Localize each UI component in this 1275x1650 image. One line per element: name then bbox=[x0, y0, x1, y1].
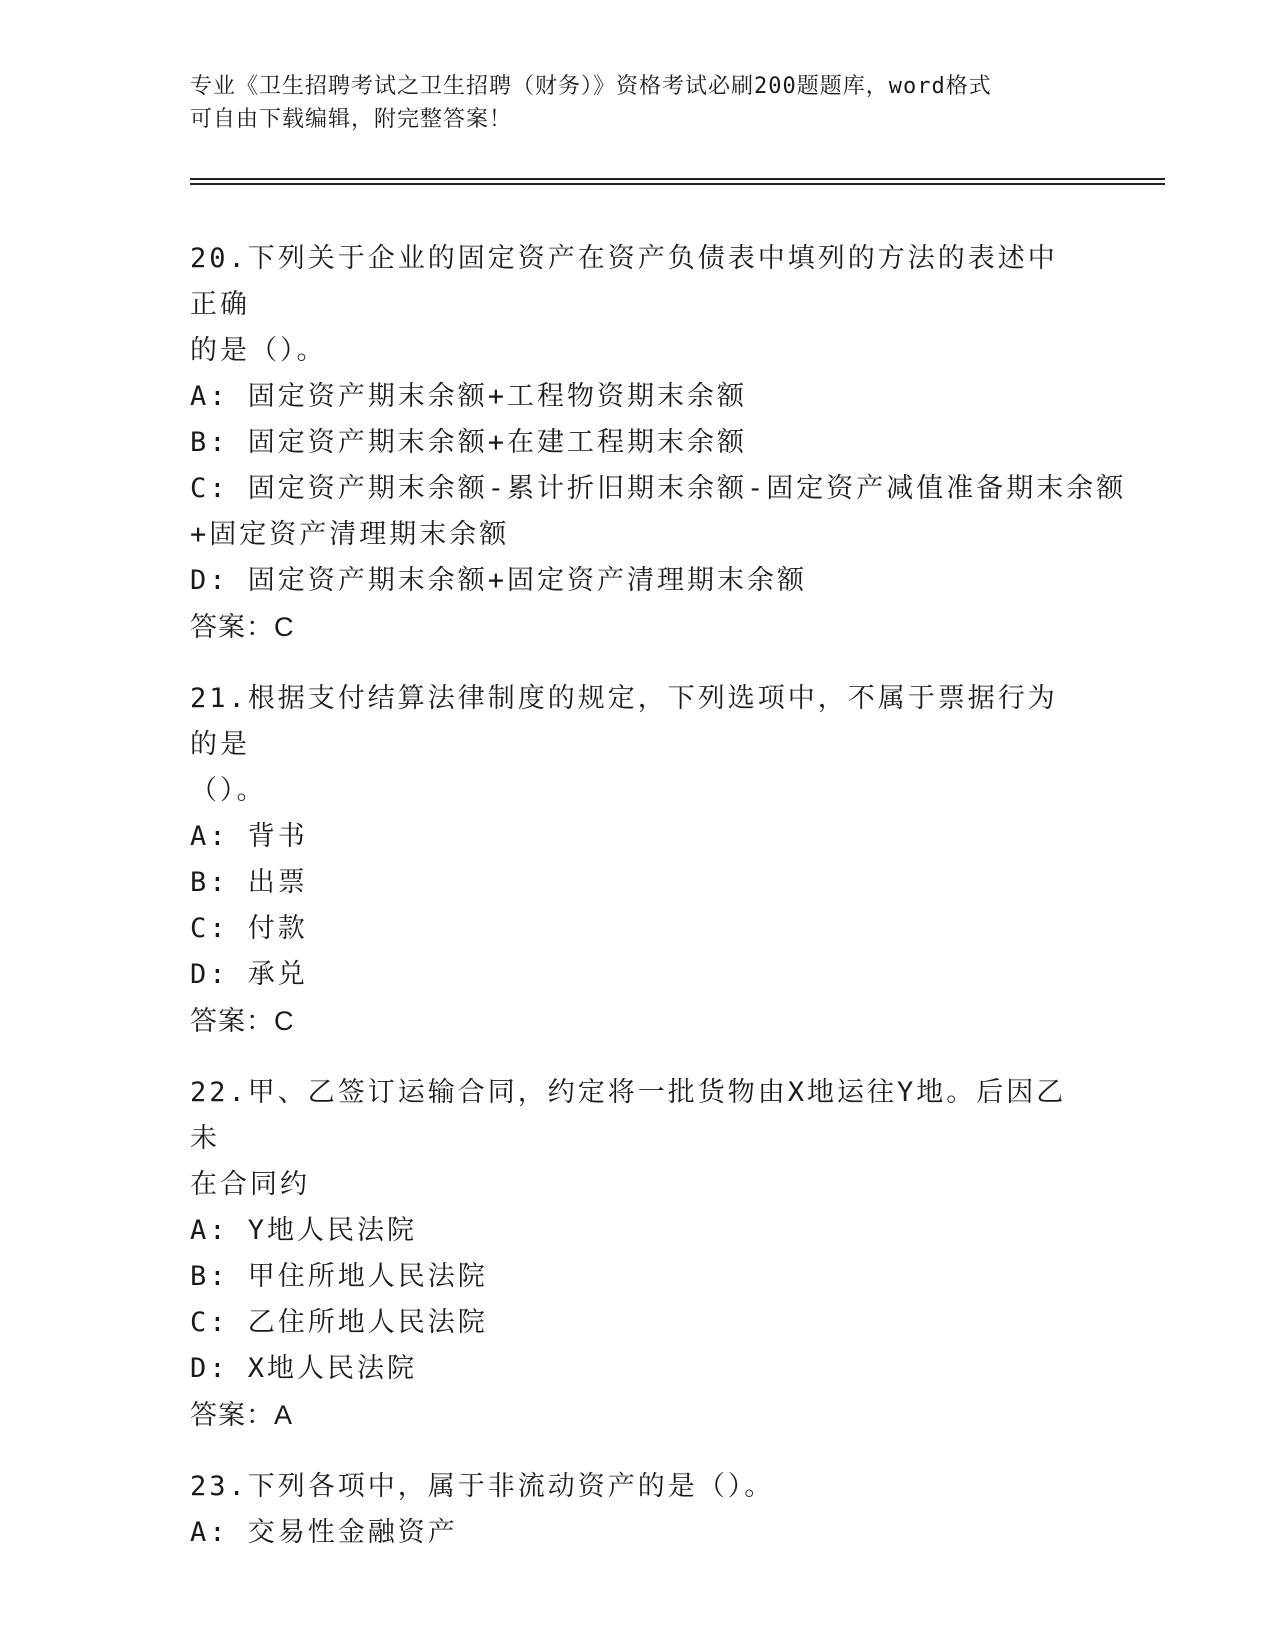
option-a: A: 交易性金融资产 bbox=[190, 1517, 458, 1548]
question-stem-line: （）。 bbox=[190, 775, 267, 806]
option-a: A: 背书 bbox=[190, 821, 308, 852]
question-21 bbox=[190, 676, 1090, 1044]
option-c: C: 乙住所地人民法院 bbox=[190, 1307, 488, 1338]
option-b: B: 出票 bbox=[190, 867, 308, 898]
answer-label: 答案：A bbox=[190, 1400, 294, 1430]
question-23 bbox=[190, 1464, 1090, 1556]
question-stem-line: 21.根据支付结算法律制度的规定，下列选项中，不属于票据行为的是 bbox=[190, 683, 1058, 760]
option-d: D: 固定资产期末余额+固定资产清理期末余额 bbox=[190, 565, 808, 596]
header-divider-bottom bbox=[190, 183, 1165, 185]
question-stem bbox=[190, 676, 1080, 814]
answer-label: 答案：C bbox=[190, 1006, 295, 1036]
option-c: C: 付款 bbox=[190, 913, 308, 944]
document-header bbox=[190, 70, 1090, 136]
question-stem-line: 在合同约 bbox=[190, 1169, 310, 1200]
option-b: B: 甲住所地人民法院 bbox=[190, 1261, 488, 1292]
option-d: D: 承兑 bbox=[190, 959, 308, 990]
header-line-1: 专业《卫生招聘考试之卫生招聘（财务）》资格考试必刷200题题库，word格式 bbox=[190, 74, 992, 99]
option-c-continued: +固定资产清理期末余额 bbox=[190, 519, 510, 550]
question-stem-line: 22.甲、乙签订运输合同，约定将一批货物由X地运往Y地。后因乙未 bbox=[190, 1077, 1067, 1154]
question-22 bbox=[190, 1070, 1090, 1438]
answer-label: 答案：C bbox=[190, 612, 295, 642]
option-d: D: X地人民法院 bbox=[190, 1353, 418, 1384]
option-a: A: 固定资产期末余额+工程物资期末余额 bbox=[190, 381, 748, 412]
question-20 bbox=[190, 236, 1127, 650]
header-divider-top bbox=[190, 178, 1165, 180]
question-list bbox=[190, 236, 1127, 1582]
option-c: C: 固定资产期末余额-累计折旧期末余额-固定资产减值准备期末余额 bbox=[190, 473, 1127, 504]
option-a: A: Y地人民法院 bbox=[190, 1215, 418, 1246]
question-stem-line: 23.下列各项中，属于非流动资产的是（）。 bbox=[190, 1471, 775, 1502]
question-stem-line: 的是（）。 bbox=[190, 335, 327, 366]
question-stem bbox=[190, 236, 1080, 374]
question-stem-line: 20.下列关于企业的固定资产在资产负债表中填列的方法的表述中正确 bbox=[190, 243, 1058, 320]
option-b: B: 固定资产期末余额+在建工程期末余额 bbox=[190, 427, 748, 458]
question-stem bbox=[190, 1464, 1080, 1510]
question-stem bbox=[190, 1070, 1080, 1208]
header-line-2: 可自由下载编辑，附完整答案！ bbox=[190, 107, 513, 132]
